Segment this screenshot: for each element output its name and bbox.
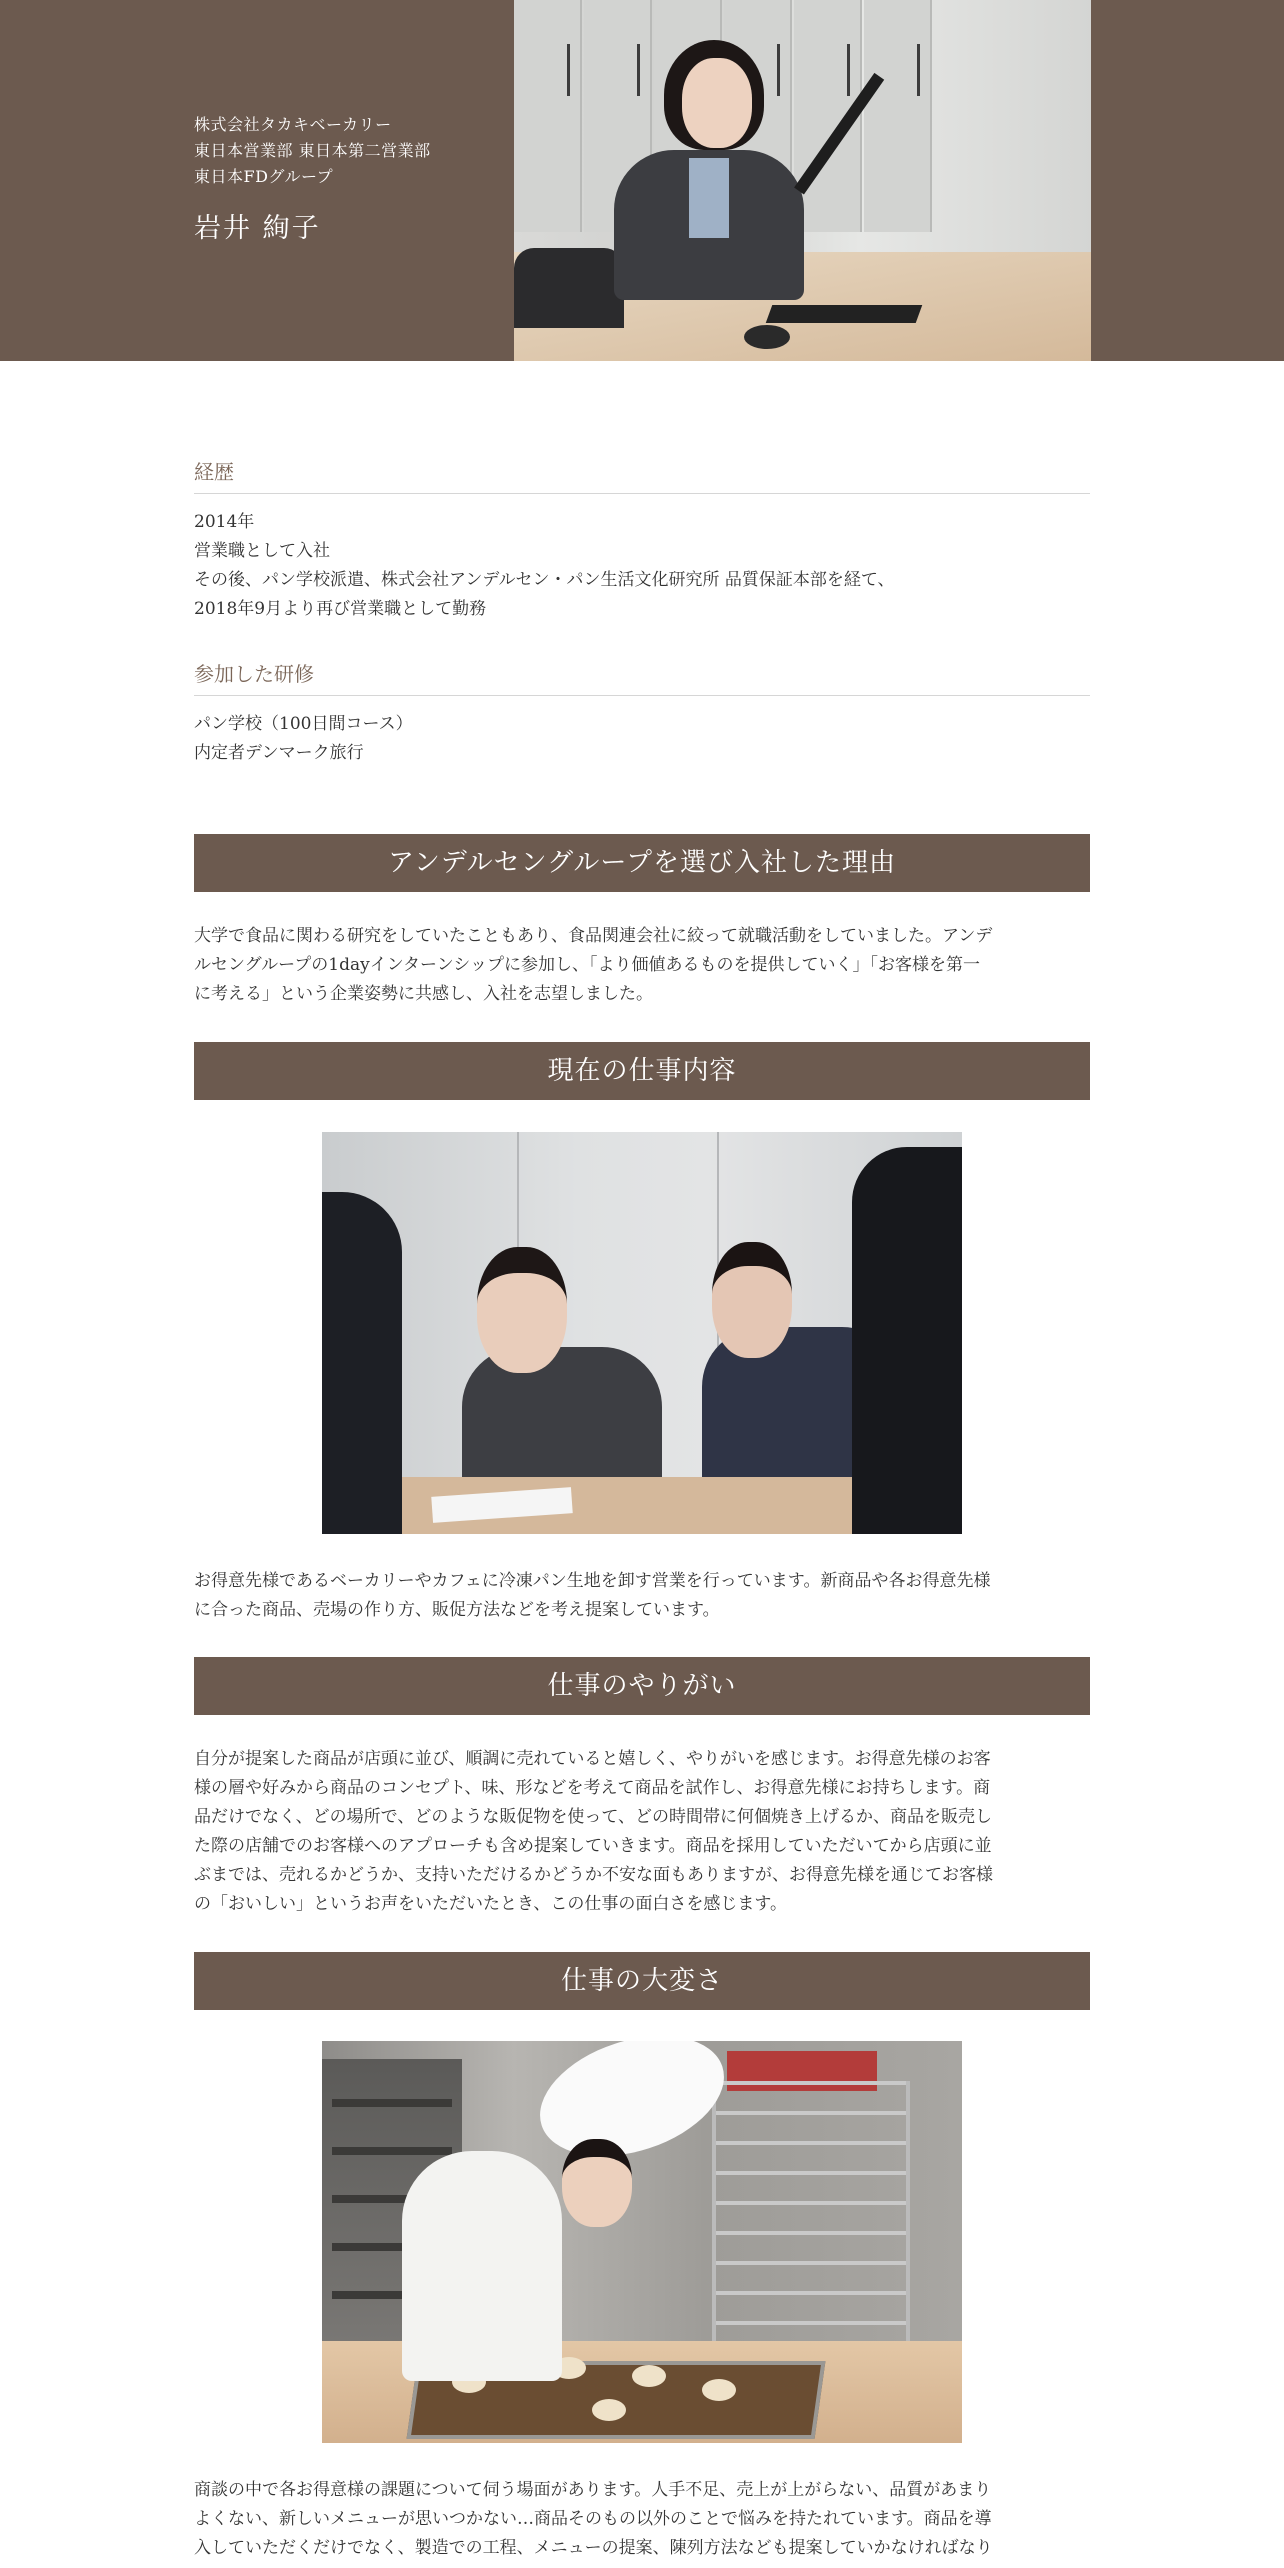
section-text-current-work bbox=[194, 1567, 1090, 1625]
career-line: 営業職として入社 bbox=[194, 541, 330, 561]
training-line: パン学校（100日間コース） bbox=[194, 714, 413, 734]
text-line: よくない、新しいメニューが思いつかない…商品そのもの以外のことで悩みを持たれています。商品を導 bbox=[194, 2509, 992, 2529]
text-line: 入していただくだけでなく、製造での工程、メニューの提案、陳列方法なども提案していかなければなり bbox=[194, 2538, 993, 2558]
text-line: に合った商品、売場の作り方、販促方法などを考え提案しています。 bbox=[194, 1600, 720, 1620]
text-line: ルセングループの1dayインターンシップに参加し、「より価値あるものを提供していく」「お客様を第一 bbox=[194, 955, 980, 975]
text-line: 品だけでなく、どの場所で、どのような販促物を使って、どの時間帯に何個焼き上げるか、商品を販売し bbox=[194, 1807, 992, 1827]
employee-name: 岩井 絢子 bbox=[194, 213, 321, 244]
section-title-reason: アンデルセングループを選び入社した理由 bbox=[194, 834, 1090, 892]
text-line: た際の店舗でのお客様へのアプローチも含め提案していきます。商品を採用していただいてから店頭に並 bbox=[194, 1836, 992, 1856]
department-name: 東日本営業部 東日本第二営業部 bbox=[194, 141, 431, 160]
training-text bbox=[194, 710, 1090, 768]
career-line: 2018年9月より再び営業職として勤務 bbox=[194, 599, 487, 619]
section-text-rewarding bbox=[194, 1745, 1090, 1919]
text-line: 様の層や好みから商品のコンセプト、味、形などを考えて商品を試作し、お得意先様にお持ちします。商 bbox=[194, 1778, 991, 1798]
text-line: 商談の中で各お得意様の課題について伺う場面があります。人手不足、売上が上がらない、品質があまり bbox=[194, 2480, 992, 2500]
text-line: お得意先様であるベーカリーやカフェに冷凍パン生地を卸す営業を行っています。新商品や各お得意先様 bbox=[194, 1571, 991, 1591]
career-heading: 経歴 bbox=[194, 456, 1090, 494]
text-line: 大学で食品に関わる研究をしていたこともあり、食品関連会社に絞って就職活動をしていました。アンデ bbox=[194, 926, 993, 946]
profile-header bbox=[0, 0, 1284, 361]
bakery-photo bbox=[322, 2041, 962, 2443]
training-section bbox=[194, 658, 1090, 768]
section-text-reason bbox=[194, 922, 1090, 1009]
profile-photo bbox=[514, 0, 1091, 361]
section-title-current-work: 現在の仕事内容 bbox=[194, 1042, 1090, 1100]
career-text bbox=[194, 508, 1090, 624]
profile-info bbox=[194, 112, 431, 245]
career-line: 2014年 bbox=[194, 512, 255, 532]
text-line: の「おいしい」というお声をいただいたとき、この仕事の面白さを感じます。 bbox=[194, 1894, 787, 1914]
text-line: ぶまでは、売れるかどうか、支持いただけるかどうか不安な面もありますが、お得意先様を通じてお客様 bbox=[194, 1865, 993, 1885]
training-line: 内定者デンマーク旅行 bbox=[194, 743, 364, 763]
career-line: その後、パン学校派遣、株式会社アンデルセン・パン生活文化研究所 品質保証本部を経て、 bbox=[194, 570, 895, 590]
section-title-rewarding: 仕事のやりがい bbox=[194, 1657, 1090, 1715]
meeting-photo bbox=[322, 1132, 962, 1534]
section-text-difficulty bbox=[194, 2476, 1090, 2563]
section-title-difficulty: 仕事の大変さ bbox=[194, 1952, 1090, 2010]
career-section bbox=[194, 456, 1090, 624]
group-name: 東日本FDグループ bbox=[194, 167, 334, 186]
text-line: に考える」という企業姿勢に共感し、入社を志望しました。 bbox=[194, 984, 653, 1004]
text-line: 自分が提案した商品が店頭に並び、順調に売れていると嬉しく、やりがいを感じます。お得意先様のお客 bbox=[194, 1749, 991, 1769]
company-name: 株式会社タカキベーカリー bbox=[194, 115, 392, 134]
training-heading: 参加した研修 bbox=[194, 658, 1090, 696]
